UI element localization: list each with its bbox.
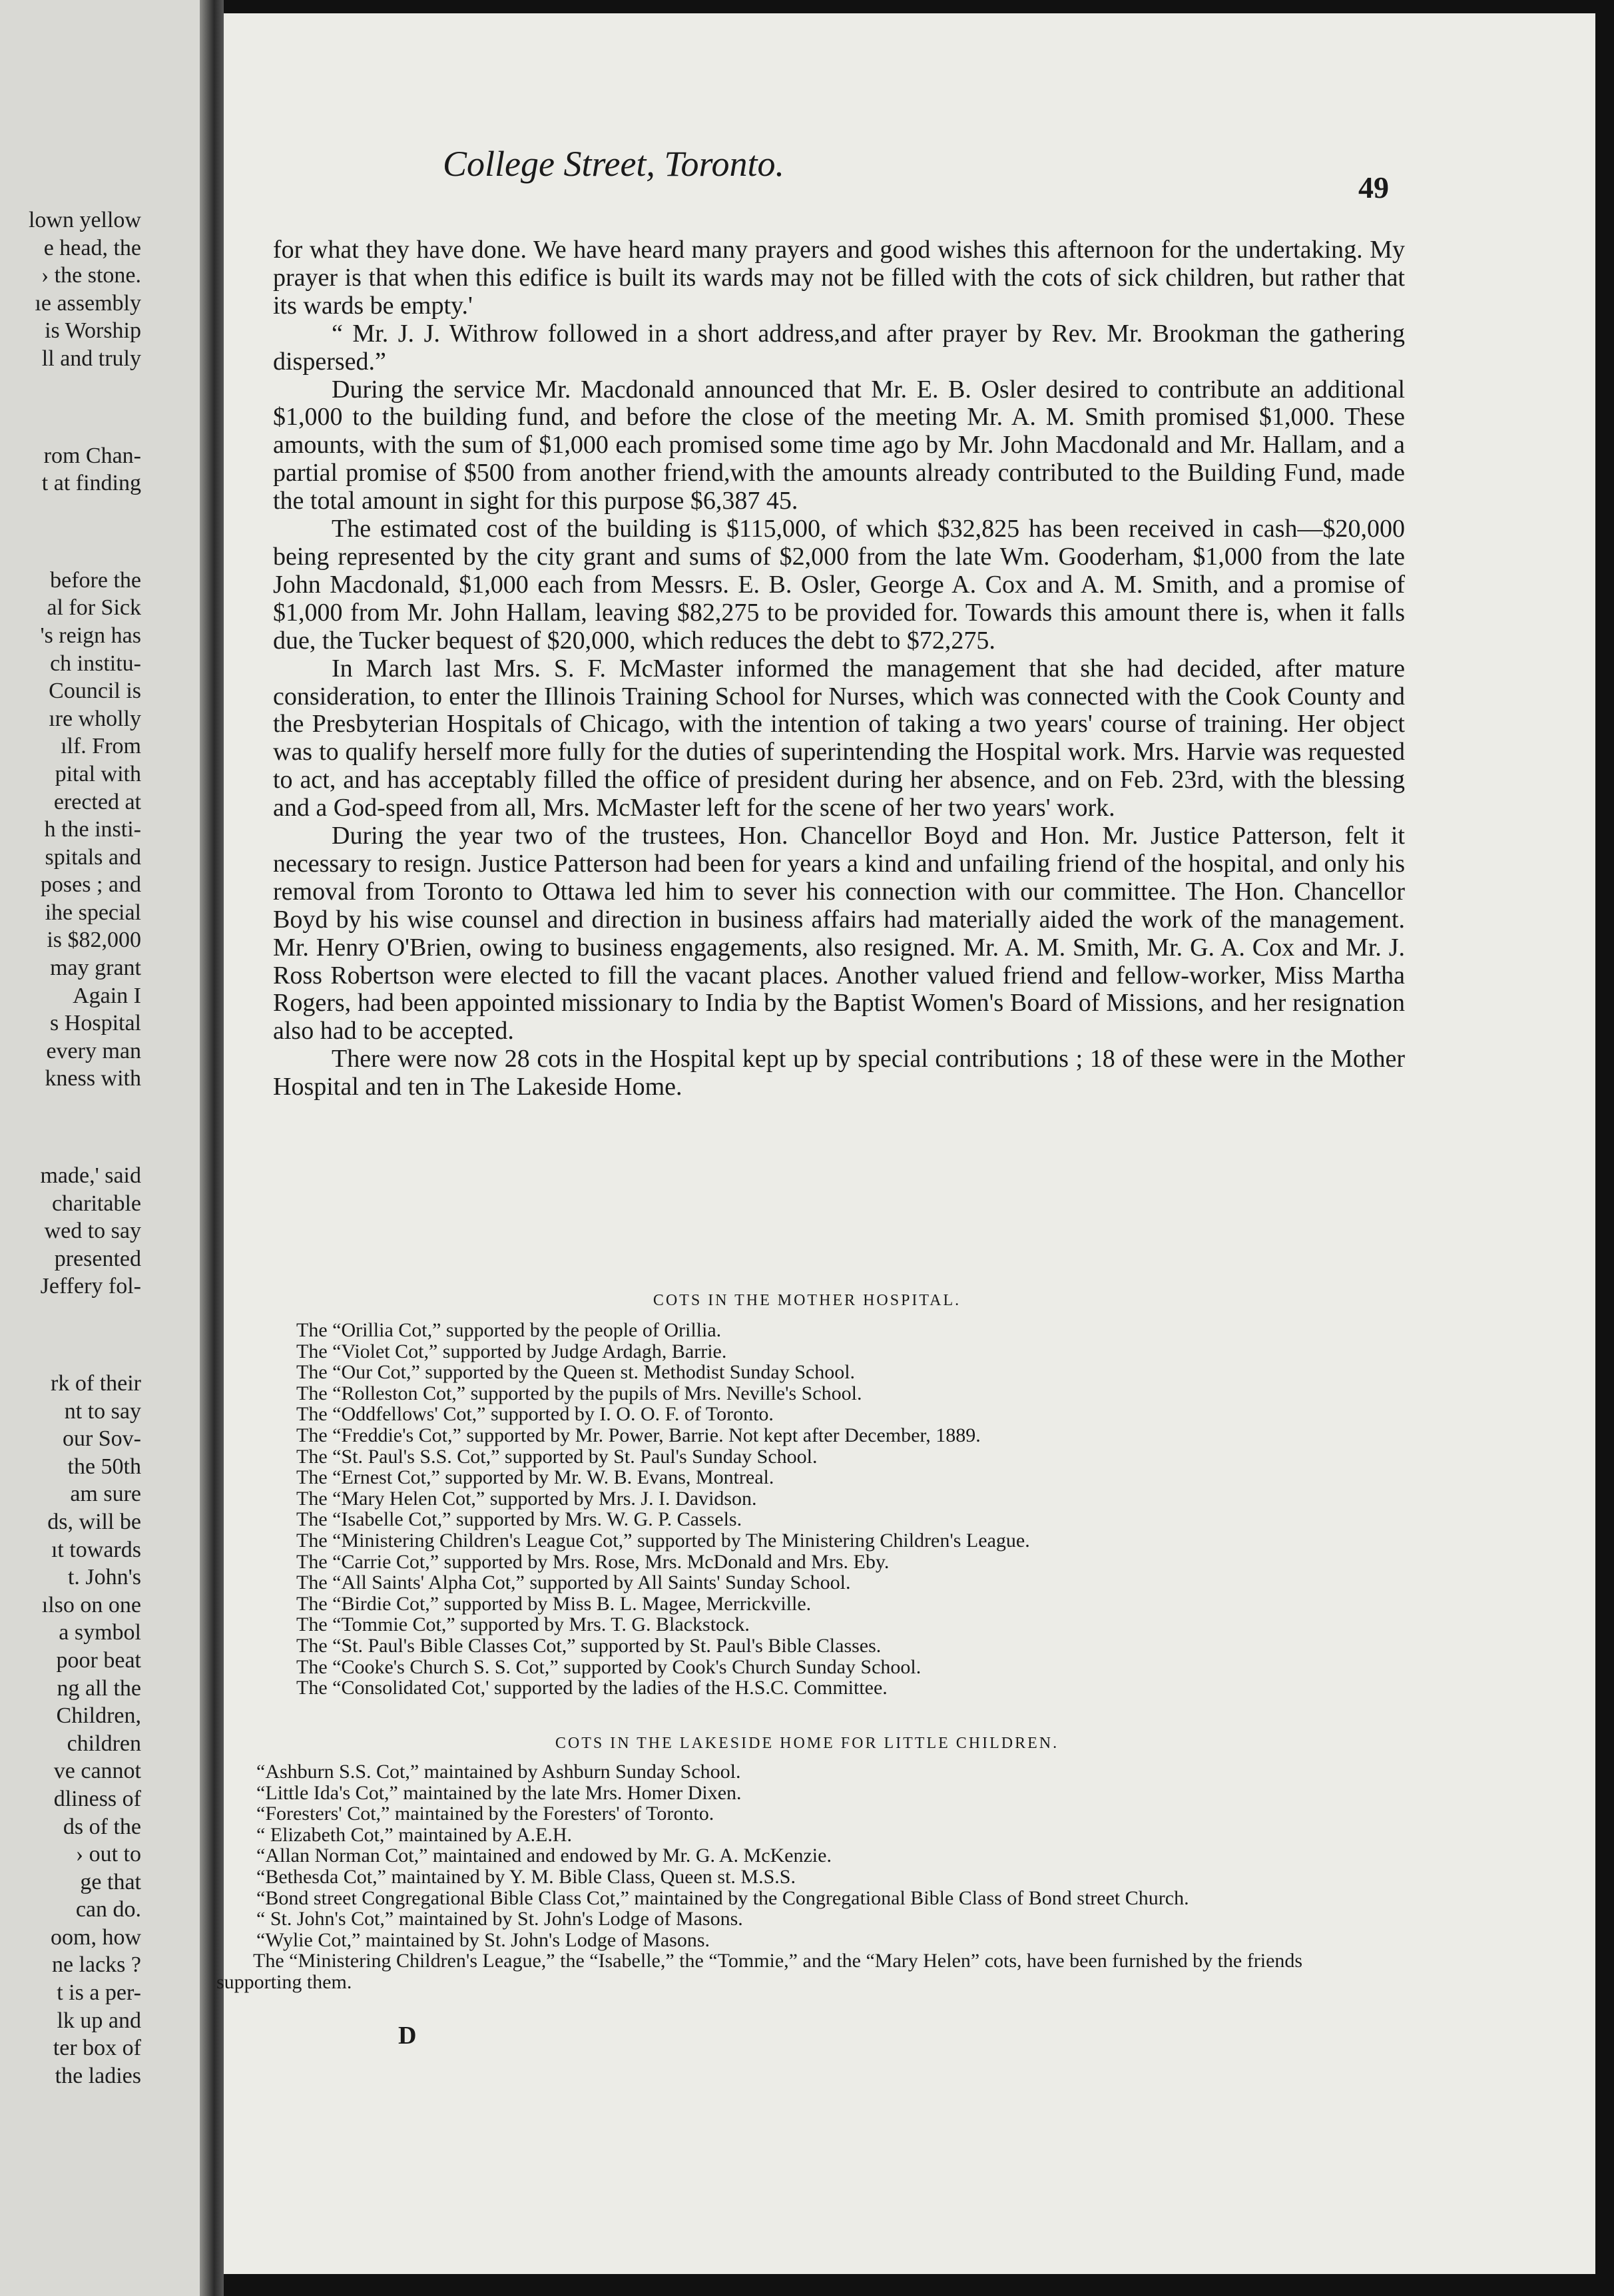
list-item: The “Ministering Children's League Cot,” supported by The Ministering Children's League. bbox=[296, 1529, 1030, 1552]
left-page-line: s Hospital bbox=[50, 1011, 141, 1036]
paragraph: There were now 28 cots in the Hospital kept up by special contributions ; 18 of these were in the Mother Hospital and ten in The Lakeside Home. bbox=[273, 1045, 1405, 1101]
left-page-line: every man bbox=[46, 1038, 141, 1063]
list-item: “Wylie Cot,” maintained by St. John's Lodge of Masons. bbox=[256, 1928, 710, 1951]
paragraph: In March last Mrs. S. F. McMaster informed the management that she had decided, after mature consideration, to enter the Illinois Training School for Nurses, which was connected with the Cook County and the Presbyterian Hospitals of Chicago, with the intention of taking a two years' course of training. Her object was to qualify herself more fully for the duties of superintending the Hospital work. Mrs. Harvie was requested to act, and has acceptably filled the office of president during her absence, and on Feb. 23rd, with the blessing and a God-speed from all, Mrs. McMaster left for the scene of her two years' work. bbox=[273, 654, 1405, 822]
left-page-line: ch institu- bbox=[50, 651, 141, 676]
left-page-gap bbox=[0, 497, 193, 567]
left-page-line: rom Chan- bbox=[43, 443, 141, 468]
left-page-line: ter box of bbox=[53, 2036, 141, 2061]
list-item: “Allan Norman Cot,” maintained and endowed by Mr. G. A. McKenzie. bbox=[256, 1845, 832, 1867]
list-item: The “Cooke's Church S. S. Cot,” supported by Cook's Church Sunday School. bbox=[296, 1655, 922, 1678]
left-page-line: before the bbox=[50, 567, 141, 593]
left-page-line: erected at bbox=[53, 789, 141, 814]
left-page-line: ds, will be bbox=[47, 1509, 141, 1534]
body-text bbox=[273, 236, 1405, 1101]
left-page-line: made,' said bbox=[40, 1163, 141, 1189]
left-page-line: dliness of bbox=[53, 1786, 141, 1811]
left-page-line: ılso on one bbox=[41, 1592, 141, 1617]
left-page-line: Council is bbox=[49, 679, 141, 704]
left-page-line: t. John's bbox=[67, 1565, 141, 1590]
list-item: The “Birdie Cot,” supported by Miss B. L. Magee, Merrickville. bbox=[296, 1592, 812, 1615]
list-item: The “St. Paul's Bible Classes Cot,” supported by St. Paul's Bible Classes. bbox=[296, 1634, 882, 1657]
left-page-line: ng all the bbox=[57, 1675, 141, 1701]
list-item: “Ashburn S.S. Cot,” maintained by Ashburn Sunday School. bbox=[256, 1761, 741, 1783]
list-item: The “Isabelle Cot,” supported by Mrs. W. G. P. Cassels. bbox=[296, 1508, 742, 1531]
left-page-line: Children, bbox=[56, 1703, 141, 1729]
left-page-line: oom, how bbox=[51, 1924, 141, 1950]
left-page-line: our Sov- bbox=[62, 1426, 141, 1452]
left-page-line: lk up and bbox=[57, 2008, 141, 2033]
paragraph: The estimated cost of the building is $115,000, of which $32,825 has been received in cash—$20,000 being represented by the city grant and sums of $2,000 from the late Wm. Gooderham, $1,000 from the late John Macdonald, $1,000 each from Messrs. E. B. Osler, George A. Cox and A. M. Smith, and a promise of $1,000 from Mr. John Hallam, leaving $82,275 to be provided for. Towards this amount there is, when it falls due, the Tucker bequest of $20,000, which reduces the debt to $72,275. bbox=[273, 515, 1405, 655]
left-page-line: rk of their bbox=[51, 1371, 141, 1396]
list-item: The “Ernest Cot,” supported by Mr. W. B. Evans, Montreal. bbox=[296, 1466, 774, 1489]
mother-hospital-list bbox=[296, 1320, 1422, 1699]
signature-letter: D bbox=[398, 2022, 417, 2050]
left-page-line: presented bbox=[54, 1246, 141, 1271]
left-page-line: charitable bbox=[51, 1191, 141, 1216]
left-page-line: ıe assembly bbox=[35, 290, 141, 316]
paragraph: During the year two of the trustees, Hon. Chancellor Boyd and Hon. Mr. Justice Patterson, felt it necessary to resign. Justice Patterson had been for years a kind and unfailing friend of the hospital, and only his removal from Toronto to Ottawa led him to sever his connection with our committee. The Hon. Chancellor Boyd by his wise counsel and direction in business affairs had materially aided the work of the management. Mr. Henry O'Brien, owing to business engagements, also resigned. Mr. A. M. Smith, Mr. G. A. Cox and Mr. J. Ross Robertson were elected to fill the vacant places. Another valued friend and fellow-worker, Miss Martha Rogers, had been appointed missionary to India by the Baptist Women's Board of Missions, and her resignation also had to be accepted. bbox=[273, 822, 1405, 1045]
left-page-line: ve cannot bbox=[53, 1759, 141, 1784]
left-page-line: h the insti- bbox=[44, 817, 141, 842]
lakeside-home-heading: COTS IN THE LAKESIDE HOME FOR LITTLE CHILDREN. bbox=[555, 1735, 1059, 1752]
list-item: “Little Ida's Cot,” maintained by the late Mrs. Homer Dixen. bbox=[256, 1781, 742, 1804]
left-page-line: a symbol bbox=[59, 1620, 141, 1645]
list-item: The “Violet Cot,” supported by Judge Ardagh, Barrie. bbox=[296, 1340, 727, 1362]
list-item: The “Rolleston Cot,” supported by the pupils of Mrs. Neville's School. bbox=[296, 1382, 862, 1404]
left-page-line: Again I bbox=[73, 983, 141, 1008]
left-page-line: ihe special bbox=[45, 900, 141, 925]
list-item: “Bethesda Cot,” maintained by Y. M. Bible Class, Queen st. M.S.S. bbox=[256, 1865, 796, 1888]
paragraph: “ Mr. J. J. Withrow followed in a short address,and after prayer by Rev. Mr. Brookman the gathering dispersed.” bbox=[273, 319, 1405, 376]
lakeside-home-list bbox=[216, 1761, 1382, 1993]
left-page-line: Jeffery fol- bbox=[40, 1274, 141, 1299]
left-page-line: al for Sick bbox=[47, 595, 141, 621]
left-page-line: e head, the bbox=[43, 235, 141, 260]
left-page-line: is $82,000 bbox=[47, 928, 141, 953]
left-page-line: the 50th bbox=[67, 1454, 141, 1479]
left-page-line: t is a per- bbox=[57, 1980, 141, 2006]
left-page-edge bbox=[0, 0, 200, 2296]
list-item: The “Oddfellows' Cot,” supported by I. O. O. F. of Toronto. bbox=[296, 1403, 774, 1426]
left-page-line: the ladies bbox=[55, 2063, 141, 2088]
left-page-line: kness with bbox=[45, 1066, 141, 1091]
left-page-line: t at finding bbox=[41, 471, 141, 496]
running-header: College Street, Toronto. bbox=[443, 144, 784, 184]
mother-hospital-heading: COTS IN THE MOTHER HOSPITAL. bbox=[653, 1292, 961, 1309]
left-page-line: › the stone. bbox=[41, 263, 141, 288]
left-page-line: ge that bbox=[80, 1869, 141, 1894]
left-page-line: can do. bbox=[75, 1897, 141, 1922]
left-page-line: is Worship bbox=[45, 318, 141, 344]
left-page-line: ılf. From bbox=[61, 734, 141, 759]
paragraph: During the service Mr. Macdonald announced that Mr. E. B. Osler desired to contribute an additional $1,000 to the building fund, and before the close of the meeting Mr. A. M. Smith promised $1,000. These amounts, with the sum of $1,000 each promised some time ago by Mr. John Macdonald and Mr. Hallam, and a partial promise of $500 from another friend,with the amounts already contributed to the Building Fund, made the total amount in sight for this purpose $6,387 45. bbox=[273, 375, 1405, 515]
list-item: The “All Saints' Alpha Cot,” supported by All Saints' Sunday School. bbox=[296, 1572, 851, 1594]
left-page-line: pital with bbox=[55, 761, 141, 786]
left-page-line: wed to say bbox=[44, 1219, 141, 1244]
list-item: “ St. John's Cot,” maintained by St. John's Lodge of Masons. bbox=[256, 1908, 743, 1930]
page-number: 49 bbox=[1358, 170, 1389, 204]
left-page-line: poses ; and bbox=[40, 872, 141, 898]
list-item: “Foresters' Cot,” maintained by the Foresters' of Toronto. bbox=[256, 1803, 714, 1825]
left-page-text bbox=[0, 206, 193, 2090]
left-page-line: › out to bbox=[75, 1842, 141, 1867]
list-item: The “Orillia Cot,” supported by the people of Orillia. bbox=[296, 1319, 722, 1341]
list-item: “Bond street Congregational Bible Class Cot,” maintained by the Congregational Bible Class of Bond street Church. bbox=[256, 1886, 1189, 1909]
paragraph: for what they have done. We have heard many prayers and good wishes this afternoon for the undertaking. My prayer is that when this edifice is built its wards may not be filled with the cots of sick children, but rather that its wards be empty.' bbox=[273, 236, 1405, 320]
left-page-line: nt to say bbox=[64, 1398, 141, 1424]
left-page-gap bbox=[0, 1300, 193, 1370]
list-item: The “Mary Helen Cot,” supported by Mrs. J. I. Davidson. bbox=[296, 1487, 757, 1510]
left-page-line: poor beat bbox=[56, 1647, 141, 1673]
left-page-gap bbox=[0, 373, 193, 442]
list-item: The “Consolidated Cot,' supported by the ladies of the H.S.C. Committee. bbox=[296, 1677, 888, 1699]
left-page-line: 's reign has bbox=[40, 623, 141, 648]
list-item: The “St. Paul's S.S. Cot,” supported by St. Paul's Sunday School. bbox=[296, 1445, 818, 1468]
list-item: The “Our Cot,” supported by the Queen st. Methodist Sunday School. bbox=[296, 1361, 856, 1384]
left-page-line: ıre wholly bbox=[49, 706, 141, 731]
list-item: The “Freddie's Cot,” supported by Mr. Power, Barrie. Not kept after December, 1889. bbox=[296, 1424, 981, 1446]
list-item: The “Carrie Cot,” supported by Mrs. Rose, Mrs. McDonald and Mrs. Eby. bbox=[296, 1550, 890, 1573]
closing-note: The “Ministering Children's League,” the “Isabelle,” the “Tommie,” and the “Mary Helen” cots, have been furnished by the friends supporting them. bbox=[216, 1950, 1303, 1993]
left-page-line: ll and truly bbox=[41, 346, 141, 371]
left-page-line: ds of the bbox=[63, 1814, 141, 1839]
left-page-line: lown yellow bbox=[28, 208, 141, 232]
left-page-line: spitals and bbox=[45, 844, 141, 870]
left-page-line: ne lacks ? bbox=[51, 1952, 141, 1978]
left-page-line: ıt towards bbox=[51, 1537, 141, 1562]
left-page-line: children bbox=[67, 1731, 141, 1756]
left-page-gap bbox=[0, 1093, 193, 1162]
left-page-line: am sure bbox=[70, 1482, 141, 1507]
left-page-line: may grant bbox=[50, 956, 141, 981]
list-item: “ Elizabeth Cot,” maintained by A.E.H. bbox=[256, 1823, 573, 1846]
list-item: The “Tommie Cot,” supported by Mrs. T. G. Blackstock. bbox=[296, 1613, 750, 1636]
